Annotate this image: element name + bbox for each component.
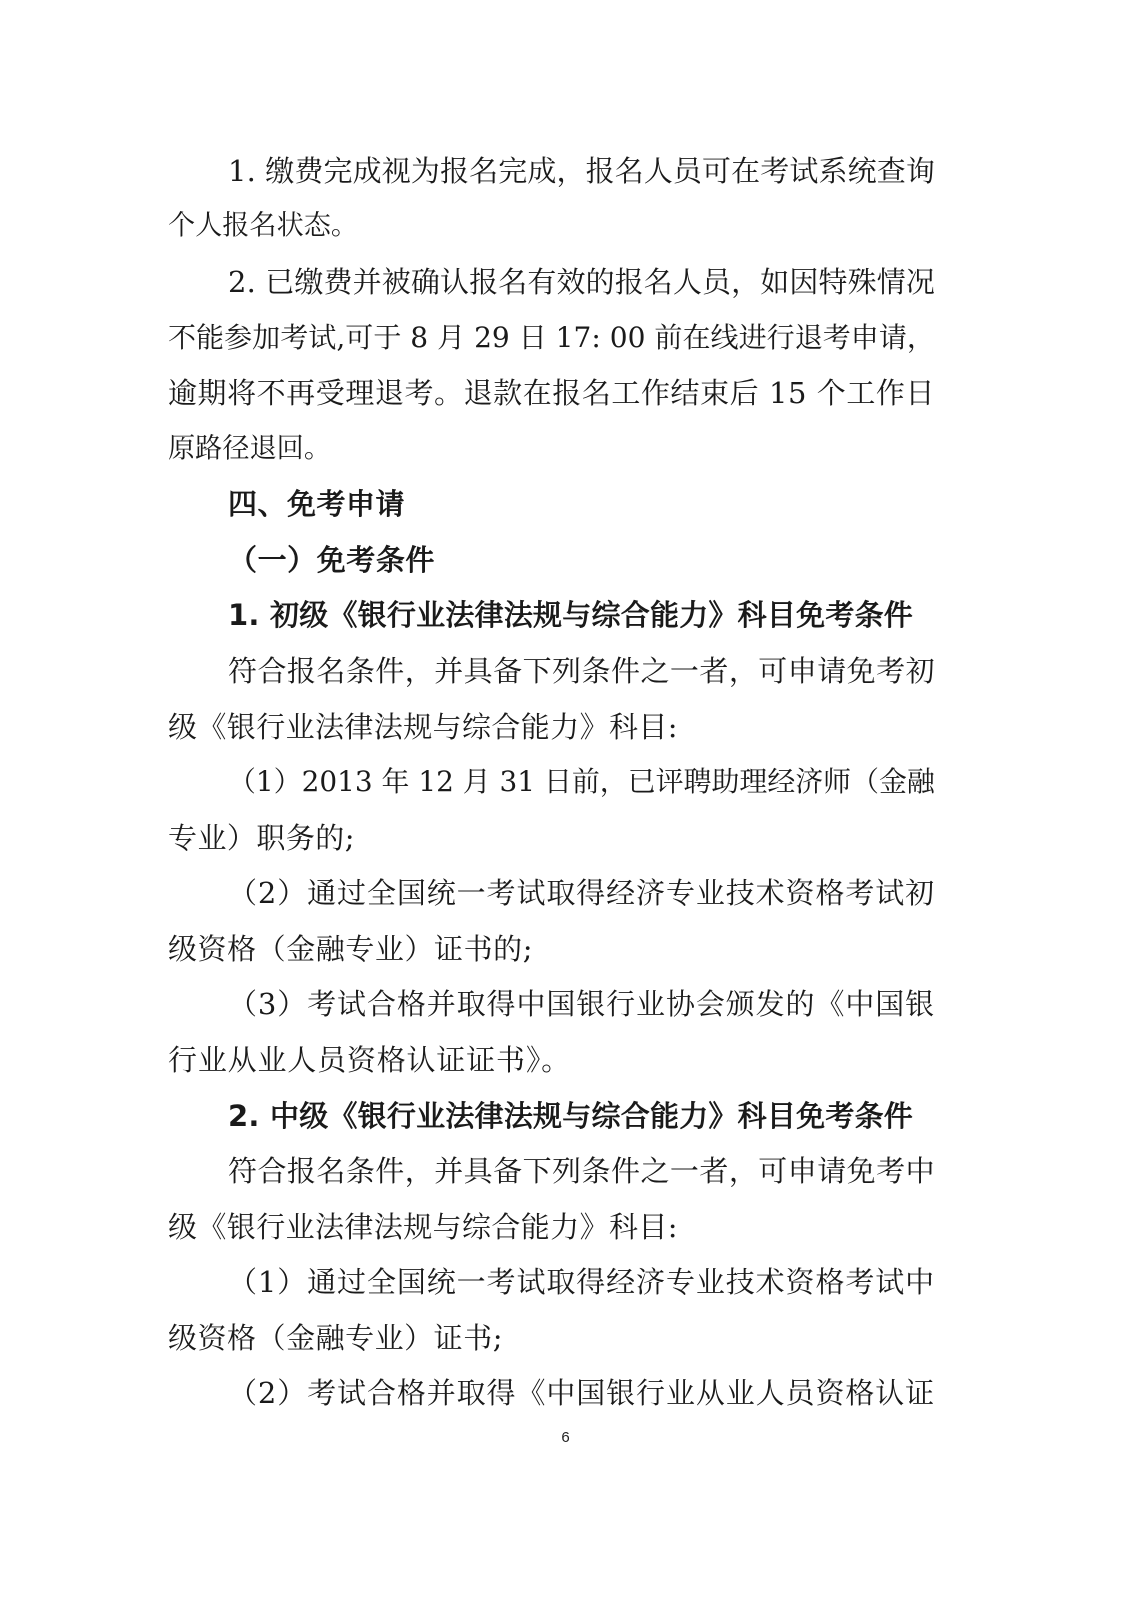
subsection-heading	[0, 532, 1131, 588]
paragraph-text: 行业从业人员资格认证证书》。	[168, 1043, 571, 1077]
paragraph-text: 符合报名条件，并具备下列条件之一者，可申请免考初	[228, 654, 936, 688]
paragraph-text: 符合报名条件，并具备下列条件之一者，可申请免考中	[228, 1154, 936, 1188]
paragraph-line	[0, 921, 1131, 977]
paragraph-text: 专业）职务的;	[168, 821, 355, 855]
paragraph-line	[0, 1199, 1131, 1255]
paragraph-text: 1. 缴费完成视为报名完成，报名人员可在考试系统查询	[228, 154, 936, 188]
item-heading-text: 1. 初级《银行业法律法规与综合能力》科目免考条件	[228, 598, 914, 632]
paragraph-line	[0, 643, 1131, 699]
paragraph-text: 逾期将不再受理退考。退款在报名工作结束后 15 个工作日	[168, 376, 936, 410]
paragraph-line	[0, 310, 1131, 366]
paragraph-line	[0, 865, 1131, 921]
paragraph-line	[0, 1310, 1131, 1366]
paragraph-text: 级《银行业法律法规与综合能力》科目:	[168, 710, 678, 744]
section-heading-text: 四、免考申请	[228, 487, 406, 521]
paragraph-line	[0, 1254, 1131, 1310]
paragraph-text: 级资格（金融专业）证书;	[168, 1321, 504, 1355]
paragraph-line	[0, 143, 1131, 199]
paragraph-text: 级资格（金融专业）证书的;	[168, 932, 534, 966]
item-heading	[0, 587, 1131, 643]
paragraph-line	[0, 754, 1131, 810]
paragraph-text: 原路径退回。	[168, 433, 331, 464]
paragraph-text: （1）通过全国统一考试取得经济专业技术资格考试中	[228, 1265, 936, 1299]
subsection-heading-text: （一）免考条件	[228, 543, 435, 577]
item-heading-text: 2. 中级《银行业法律法规与综合能力》科目免考条件	[228, 1099, 914, 1133]
page-number: 6	[561, 1429, 570, 1446]
paragraph-line	[0, 1365, 1131, 1421]
paragraph-line	[0, 365, 1131, 421]
section-heading	[0, 476, 1131, 532]
paragraph-text: （2）考试合格并取得《中国银行业从业人员资格认证	[228, 1376, 936, 1410]
paragraph-line	[0, 1143, 1131, 1199]
paragraph-text: （2）通过全国统一考试取得经济专业技术资格考试初	[228, 876, 936, 910]
paragraph-text: 个人报名状态。	[168, 210, 359, 241]
paragraph-line	[0, 254, 1131, 310]
paragraph-text: 不能参加考试,可于 8 月 29 日 17: 00 前在线进行退考申请，	[168, 321, 935, 354]
item-heading	[0, 1088, 1131, 1144]
paragraph-line	[0, 699, 1131, 755]
paragraph-line	[0, 976, 1131, 1032]
paragraph-text: （3）考试合格并取得中国银行业协会颁发的《中国银	[228, 987, 936, 1021]
paragraph-text: （1）2013 年 12 月 31 日前，已评聘助理经济师（金融	[228, 765, 935, 798]
paragraph-text: 级《银行业法律法规与综合能力》科目:	[168, 1210, 678, 1244]
paragraph-line	[0, 421, 1131, 477]
paragraph-line	[0, 198, 1131, 254]
paragraph-line	[0, 810, 1131, 866]
paragraph-text: 2. 已缴费并被确认报名有效的报名人员，如因特殊情况	[228, 265, 936, 299]
paragraph-line	[0, 1032, 1131, 1088]
